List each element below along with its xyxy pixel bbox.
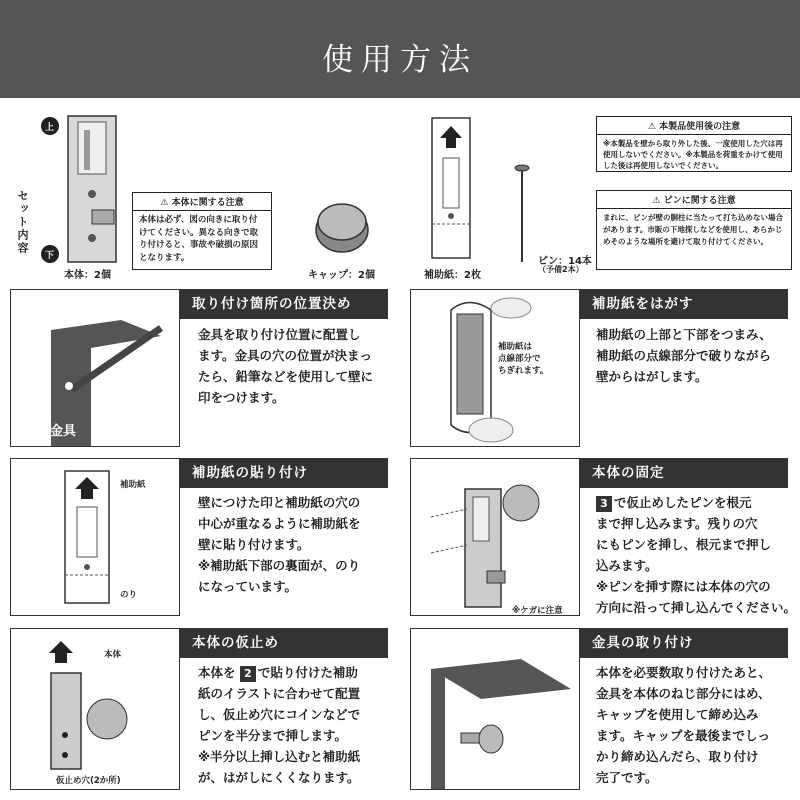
step-ref-badge: 3 [596, 496, 612, 512]
notice-pin-title: ⚠ ピンに関する注意 [597, 191, 791, 209]
step-5-label-caution: ※ケガに注意 [512, 606, 563, 616]
step-2-label-paper: 補助紙 [120, 480, 146, 490]
badge-top: 上 [45, 123, 55, 133]
notice-body-title: ⚠ 本体に関する注意 [133, 193, 271, 211]
step-1-text: 金具を取り付け位置に配置し ます。金具の穴の位置が決まっ たら、鉛筆などを使用して壁に 印をつけます。 [198, 327, 374, 405]
step-6-image [410, 628, 580, 790]
part-paper-caption: 補助紙：2枚 [424, 270, 481, 281]
pin-illustration [512, 162, 532, 272]
step-4-image [410, 289, 580, 447]
notice-after-title: ⚠ 本製品使用後の注意 [597, 117, 791, 135]
step-5-text: 3 で仮止めしたピンを根元 まで押し込みます。残りの穴 にもピンを挿し、根元まで押し 込みます。 ※ピンを挿す際には本体の穴の 方向に沿って挿し込んでください。 [596, 495, 797, 615]
step-4-label-a: 補助紙は [498, 342, 533, 352]
step-4-label-b: 点線部分で [498, 354, 541, 364]
notice-pin [596, 190, 792, 270]
step-3-image [10, 628, 180, 790]
step-1-title: 取り付け箇所の位置決め [180, 289, 388, 319]
step-6-text: 本体を必要数取り付けたあと、 金具を本体のねじ部分にはめ、 キャップを使用して締め込み ます。キャップを最後までしっ かり締め込んだら、取り付け 完了です。 [596, 665, 772, 785]
cap-illustration [312, 196, 372, 256]
step-3-label-body: 本体 [104, 650, 122, 660]
step-1-image [10, 289, 180, 447]
notice-after [596, 116, 792, 172]
part-body-caption: 本体：2個 [64, 270, 111, 281]
page-title: 使用方法 [322, 42, 478, 78]
notice-pin-text: まれに、ピンが壁の胴柱に当たって打ち込めない場合があります。市販の下地探しなどを使用し、あらかじめそのような場所を避けて取り付けてください。 [603, 213, 783, 246]
part-pin-sub-caption: （予備2本） [538, 265, 584, 274]
step-6-title: 金具の取り付け [580, 628, 788, 658]
step-5-image [410, 458, 580, 616]
step-4-label-c: ちぎれます。 [498, 366, 549, 376]
step-4-title: 補助紙をはがす [580, 289, 788, 319]
step-ref-badge: 2 [240, 666, 256, 682]
part-cap-caption: キャップ：2個 [308, 270, 375, 281]
notice-body-text: 本体は必ず、図の向きに取り付けてください。異なる向きで取り付けると、事故や破損の原因となります。 [139, 215, 259, 263]
step-3-label-holes: 仮止め穴(2か所) [56, 776, 121, 786]
notice-body [132, 192, 272, 270]
step-3-title: 本体の仮止め [180, 628, 388, 658]
step-5-title: 本体の固定 [580, 458, 788, 488]
notice-after-text: ※本製品を壁から取り外した後、一度使用した穴は再使用しないでください。※本製品を荷重をかけて使用した後は再使用しないでください。 [603, 139, 783, 170]
paper-illustration [426, 114, 476, 264]
set-contents-label: セット内容 [16, 190, 29, 255]
part-pin-caption: ピン：14本 [538, 256, 592, 267]
badge-bottom: 下 [45, 251, 55, 261]
step-3-text: 本体を 2 で貼り付けた補助 紙のイラストに合わせて配置 し、仮止め穴にコインなどで ピンを半分まで挿します。 ※半分以上挿し込むと補助紙 が、はがしにくくなります。 [198, 665, 361, 785]
step-2-title: 補助紙の貼り付け [180, 458, 388, 488]
step-4-text: 補助紙の上部と下部をつまみ、 補助紙の点線部分で破りながら 壁からはがします。 [596, 327, 772, 384]
step-2-image [10, 458, 180, 616]
step-1-label-fitting: 金具 [50, 424, 77, 439]
step-2-label-glue: のり [120, 590, 138, 600]
page-header [0, 0, 800, 98]
step-2-text: 壁につけた印と補助紙の穴の 中心が重なるように補助紙を 壁に貼り付けます。 ※補助紙下部の裏面が、のり になっています。 [198, 495, 361, 594]
